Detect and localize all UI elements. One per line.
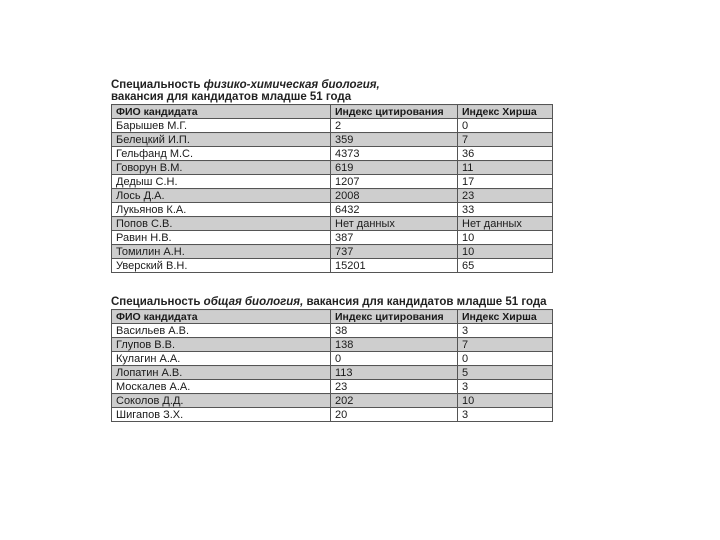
table2 [111, 309, 553, 422]
citation-cell: 138 [331, 338, 458, 352]
citation-cell: 23 [331, 380, 458, 394]
name-cell: Барышев М.Г. [112, 119, 331, 133]
table1-section [111, 79, 552, 273]
hirsch-cell: 3 [458, 380, 553, 394]
hirsch-cell: 10 [458, 394, 553, 408]
name-cell: Соколов Д.Д. [112, 394, 331, 408]
table-row [112, 231, 553, 245]
name-cell: Гельфанд М.С. [112, 147, 331, 161]
name-cell: Москалев А.А. [112, 380, 331, 394]
name-cell: Шигапов З.Х. [112, 408, 331, 422]
citation-cell: 20 [331, 408, 458, 422]
citation-cell: 4373 [331, 147, 458, 161]
citation-cell: 387 [331, 231, 458, 245]
table1-header-citation: Индекс цитирования [331, 105, 458, 119]
table-row [112, 161, 553, 175]
citation-cell: 1207 [331, 175, 458, 189]
table-row [112, 147, 553, 161]
table-row [112, 133, 553, 147]
citation-cell: 619 [331, 161, 458, 175]
table-row [112, 119, 553, 133]
name-cell: Уверский В.Н. [112, 259, 331, 273]
hirsch-cell: 17 [458, 175, 553, 189]
name-cell: Кулагин А.А. [112, 352, 331, 366]
table1-header-row [112, 105, 553, 119]
table-row [112, 217, 553, 231]
table1-title [111, 79, 552, 103]
name-cell: Лопатин А.В. [112, 366, 331, 380]
table1-header-hirsch: Индекс Хирша [458, 105, 553, 119]
name-cell: Дедыш С.Н. [112, 175, 331, 189]
table-row [112, 408, 553, 422]
hirsch-cell: 7 [458, 133, 553, 147]
citation-cell: Нет данных [331, 217, 458, 231]
name-cell: Попов С.В. [112, 217, 331, 231]
citation-cell: 2008 [331, 189, 458, 203]
table1-header-name: ФИО кандидата [112, 105, 331, 119]
table1-body [112, 119, 553, 273]
name-cell: Говорун В.М. [112, 161, 331, 175]
table1 [111, 104, 553, 273]
table1-title-line2: вакансия для кандидатов младше 51 года [111, 91, 352, 103]
table-row [112, 338, 553, 352]
citation-cell: 0 [331, 352, 458, 366]
citation-cell: 737 [331, 245, 458, 259]
name-cell: Равин Н.В. [112, 231, 331, 245]
hirsch-cell: 36 [458, 147, 553, 161]
table-row [112, 380, 553, 394]
table-row [112, 366, 553, 380]
citation-cell: 38 [331, 324, 458, 338]
table1-title-prefix: Специальность [111, 79, 204, 91]
hirsch-cell: 7 [458, 338, 553, 352]
hirsch-cell: 3 [458, 408, 553, 422]
name-cell: Васильев А.В. [112, 324, 331, 338]
hirsch-cell: 33 [458, 203, 553, 217]
table-row [112, 245, 553, 259]
citation-cell: 15201 [331, 259, 458, 273]
table1-title-italic: физико-химическая биология, [203, 79, 380, 91]
hirsch-cell: 10 [458, 245, 553, 259]
table-row [112, 352, 553, 366]
table-row [112, 203, 553, 217]
name-cell: Томилин А.Н. [112, 245, 331, 259]
table2-title-suffix: вакансия для кандидатов младше 51 года [303, 296, 547, 308]
name-cell: Лукьянов К.А. [112, 203, 331, 217]
table2-header-citation: Индекс цитирования [331, 310, 458, 324]
table-row [112, 259, 553, 273]
citation-cell: 202 [331, 394, 458, 408]
name-cell: Белецкий И.П. [112, 133, 331, 147]
citation-cell: 359 [331, 133, 458, 147]
table-row [112, 175, 553, 189]
table2-title [111, 296, 552, 308]
hirsch-cell: 11 [458, 161, 553, 175]
table-row [112, 189, 553, 203]
table2-body [112, 324, 553, 422]
citation-cell: 2 [331, 119, 458, 133]
name-cell: Лось Д.А. [112, 189, 331, 203]
hirsch-cell: 10 [458, 231, 553, 245]
citation-cell: 6432 [331, 203, 458, 217]
hirsch-cell: 65 [458, 259, 553, 273]
hirsch-cell: 23 [458, 189, 553, 203]
citation-cell: 113 [331, 366, 458, 380]
table-row [112, 324, 553, 338]
table2-title-italic: общая биология, [203, 296, 304, 308]
hirsch-cell: 3 [458, 324, 553, 338]
hirsch-cell: 0 [458, 352, 553, 366]
table2-title-prefix: Специальность [111, 296, 204, 308]
name-cell: Глупов В.В. [112, 338, 331, 352]
table2-header-name: ФИО кандидата [112, 310, 331, 324]
hirsch-cell: 0 [458, 119, 553, 133]
hirsch-cell: 5 [458, 366, 553, 380]
hirsch-cell: Нет данных [458, 217, 553, 231]
table2-header-hirsch: Индекс Хирша [458, 310, 553, 324]
table-row [112, 394, 553, 408]
table2-header-row [112, 310, 553, 324]
table2-section [111, 296, 552, 422]
